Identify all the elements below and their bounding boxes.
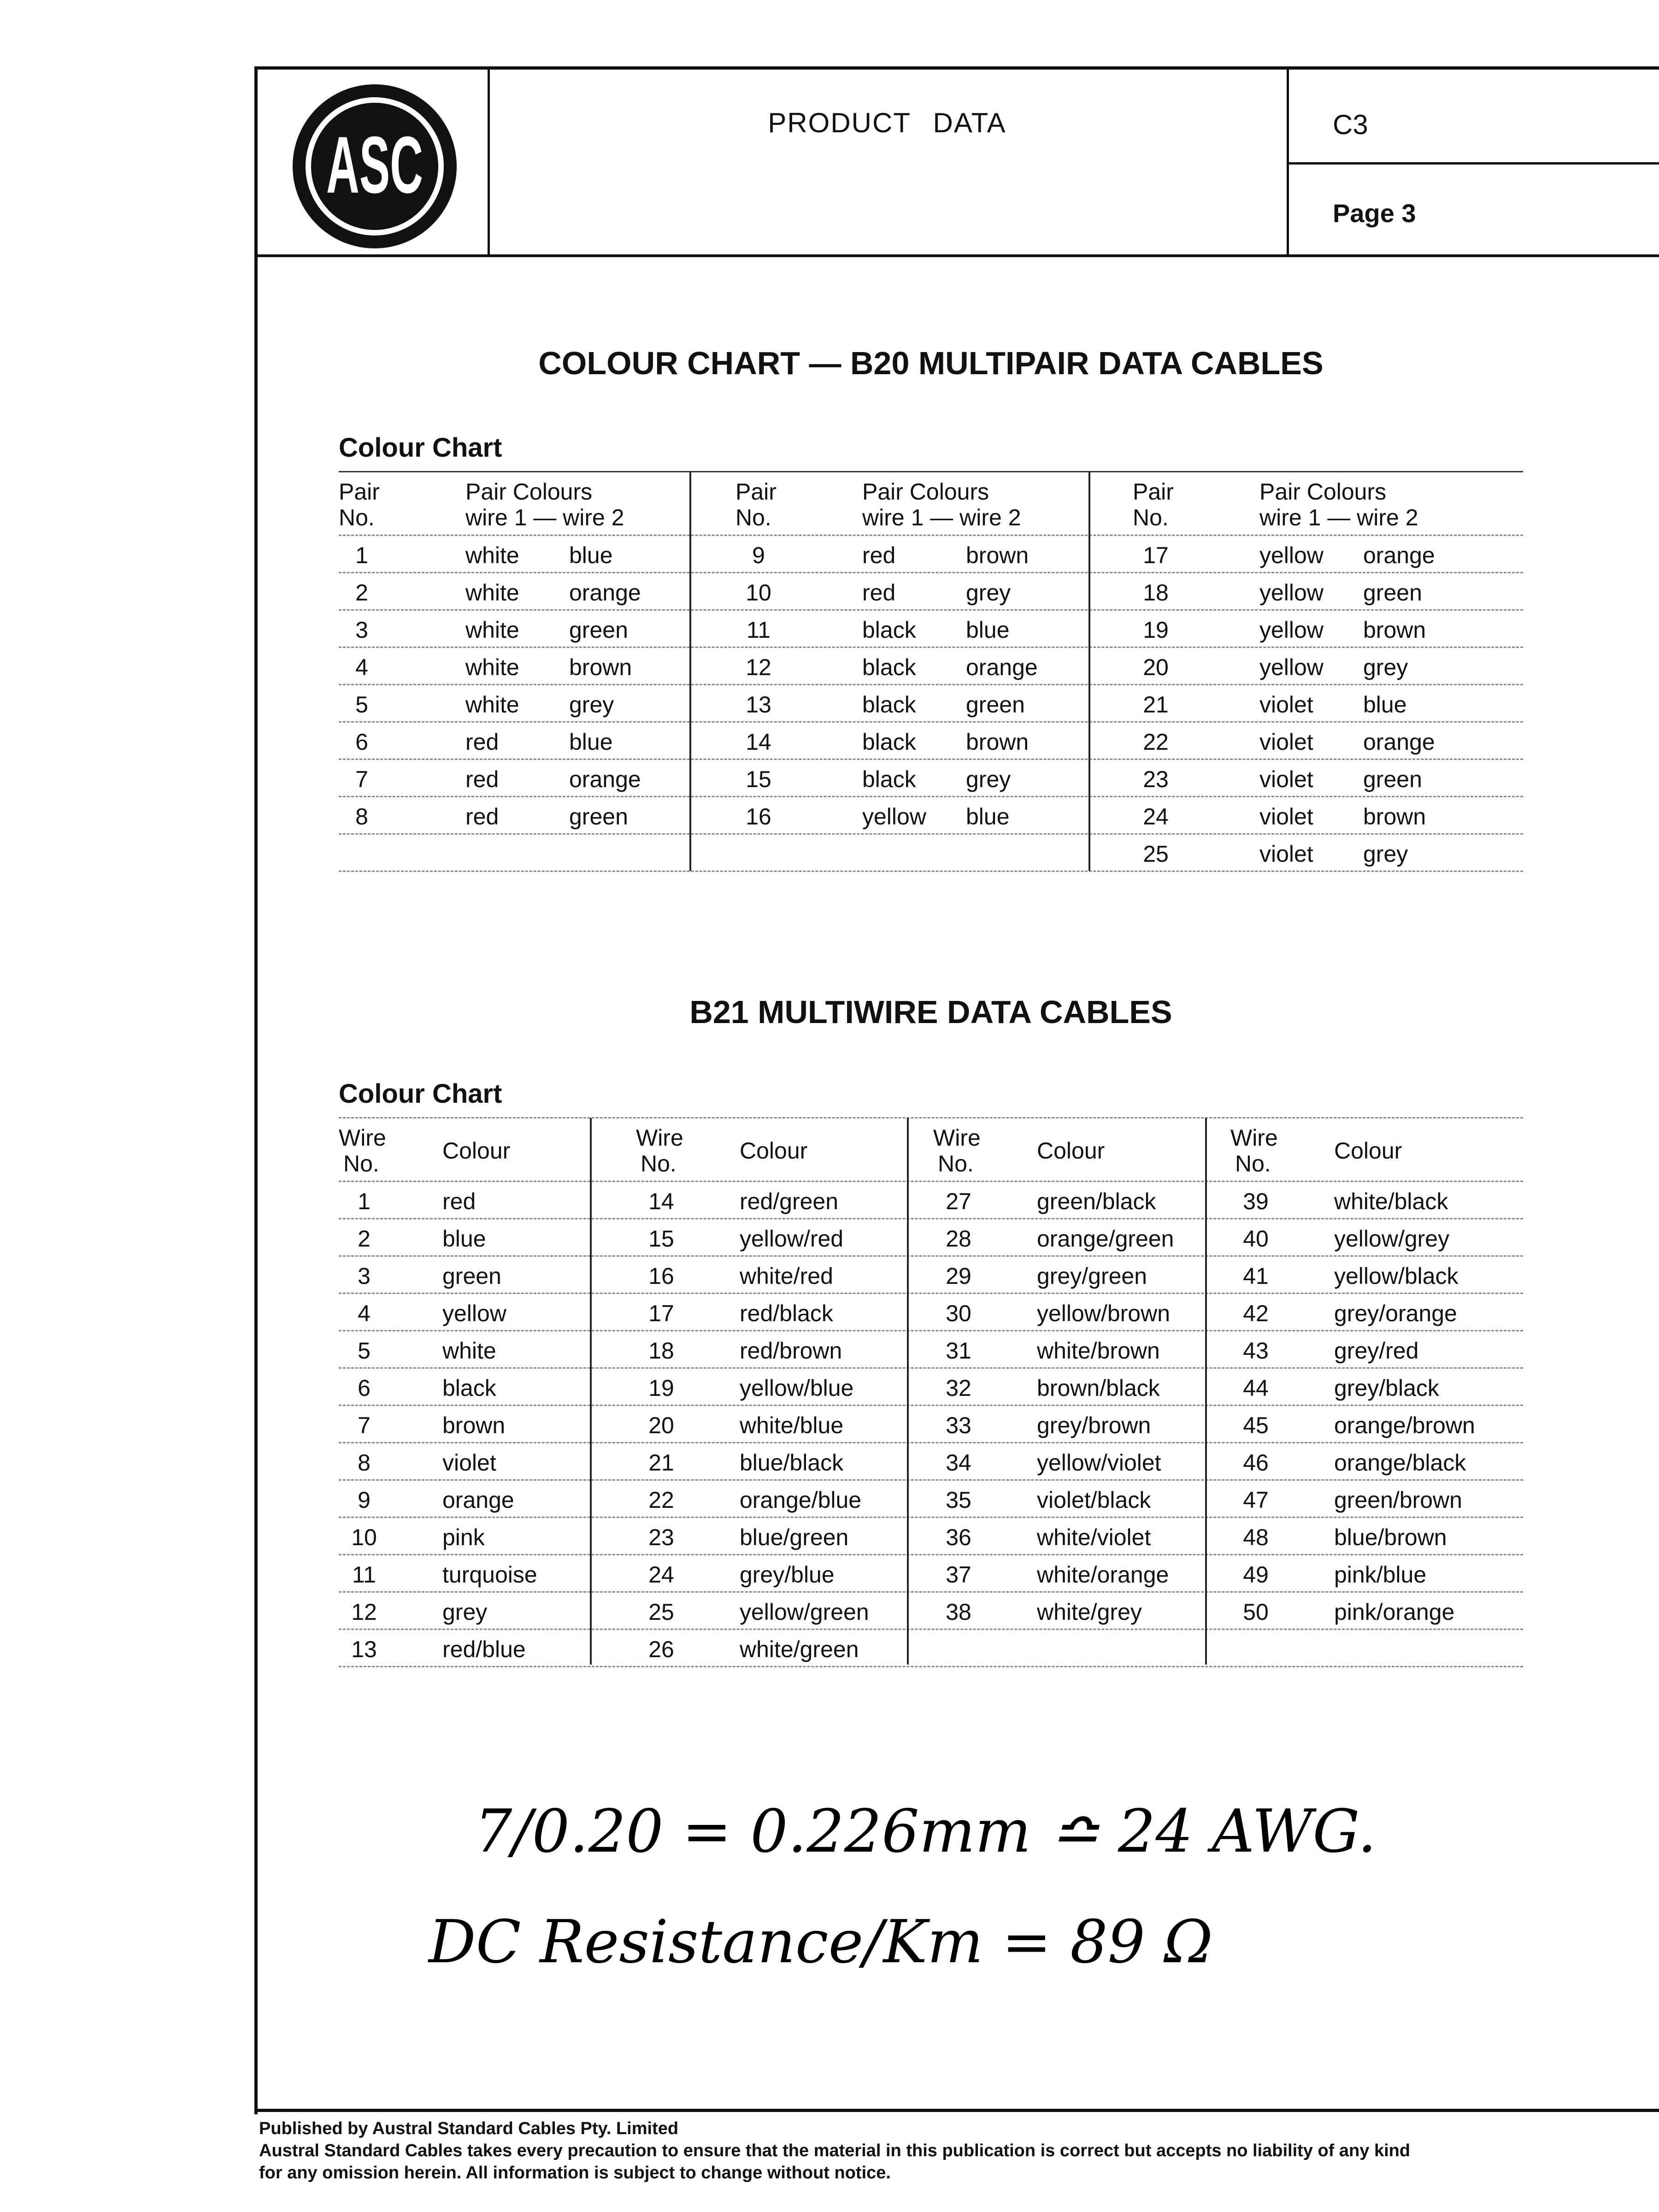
table-row-rule xyxy=(339,1367,1523,1369)
pair-number: 12 xyxy=(746,654,771,680)
wire-colour: yellow/red xyxy=(740,1226,844,1252)
wire-no-header: Wire xyxy=(339,1125,386,1151)
pair-number: 18 xyxy=(1143,580,1169,606)
section1-subtitle: Colour Chart xyxy=(339,433,502,463)
table-row-rule xyxy=(339,684,1523,685)
pair-number: 11 xyxy=(747,617,771,643)
table-column-divider xyxy=(689,472,691,871)
colour-header: Colour xyxy=(740,1138,808,1164)
wire-colour: blue/black xyxy=(740,1450,844,1476)
table-column-divider xyxy=(1205,1118,1207,1665)
pair-colour-wire1: violet xyxy=(1259,766,1313,792)
wire-no-header: No. xyxy=(343,1151,379,1177)
wire-colour: green xyxy=(442,1263,501,1289)
wire-number: 30 xyxy=(946,1300,971,1326)
pair-number: 22 xyxy=(1143,729,1169,755)
wire-number: 35 xyxy=(946,1487,971,1513)
pair-number: 3 xyxy=(355,617,368,643)
table-row-rule xyxy=(339,1591,1523,1593)
pair-colour-wire2: orange xyxy=(1363,729,1435,755)
wire-number: 11 xyxy=(352,1562,376,1588)
table-row-rule xyxy=(339,1517,1523,1518)
wire-number: 12 xyxy=(351,1599,377,1625)
wire-number: 36 xyxy=(946,1524,971,1550)
wire-colour: pink xyxy=(442,1524,485,1550)
pair-colour-wire1: violet xyxy=(1259,841,1313,867)
logo-text: ASC xyxy=(326,120,423,210)
wire-number: 31 xyxy=(946,1338,971,1364)
pair-colour-wire1: violet xyxy=(1259,804,1313,830)
pair-colour-wire1: white xyxy=(465,580,519,606)
wire-colour: black xyxy=(442,1375,496,1401)
pair-number: 14 xyxy=(746,729,771,755)
wire-number: 16 xyxy=(648,1263,674,1289)
pair-colour-wire1: red xyxy=(862,542,896,568)
table-row-rule xyxy=(339,1405,1523,1406)
pair-colour-wire2: brown xyxy=(569,654,632,680)
colour-header: Colour xyxy=(1334,1138,1402,1164)
table-column-divider xyxy=(907,1118,909,1665)
wire-number: 29 xyxy=(946,1263,971,1289)
page-number: Page 3 xyxy=(1333,199,1416,228)
wire-number: 32 xyxy=(946,1375,971,1401)
wire-colour: white/green xyxy=(740,1636,859,1662)
pair-number: 23 xyxy=(1143,766,1169,792)
wire-number: 50 xyxy=(1243,1599,1269,1625)
wire-number: 39 xyxy=(1243,1188,1269,1214)
pair-colour-wire1: black xyxy=(862,729,916,755)
wire-colour: white/black xyxy=(1334,1188,1448,1214)
pair-colour-wire2: brown xyxy=(966,542,1029,568)
wire-number: 9 xyxy=(358,1487,371,1513)
wire-number: 22 xyxy=(648,1487,674,1513)
pair-colour-wire2: brown xyxy=(1363,617,1426,643)
wire-colour: red/black xyxy=(740,1300,833,1326)
pair-number: 4 xyxy=(355,654,368,680)
pair-colour-wire2: green xyxy=(966,692,1025,718)
table-row-rule xyxy=(339,609,1523,611)
pair-colour-wire1: black xyxy=(862,692,916,718)
wire-colour: grey/red xyxy=(1334,1338,1419,1364)
pair-number: 6 xyxy=(355,729,368,755)
header-bottom-rule xyxy=(254,254,1659,257)
table-top-rule xyxy=(339,1117,1523,1118)
handwritten-note-resistance: DC Resistance/Km = 89 Ω xyxy=(429,1908,1213,1977)
wire-number: 46 xyxy=(1243,1450,1269,1476)
wire-number: 8 xyxy=(358,1450,371,1476)
frame-bottom-rule xyxy=(254,2109,1659,2112)
wire-colour: grey/green xyxy=(1037,1263,1147,1289)
pair-colour-wire1: red xyxy=(465,729,499,755)
wire-number: 26 xyxy=(648,1636,674,1662)
wire-colour: turquoise xyxy=(442,1562,537,1588)
wire-no-header: No. xyxy=(641,1151,677,1177)
pair-colour-wire2: blue xyxy=(1363,692,1407,718)
pair-colour-wire2: grey xyxy=(966,766,1011,792)
table-row-rule xyxy=(339,1255,1523,1257)
wire-no-header: Wire xyxy=(636,1125,683,1151)
wire-colour: yellow xyxy=(442,1300,506,1326)
pair-colour-wire2: green xyxy=(569,804,628,830)
wire-colour: white/orange xyxy=(1037,1562,1169,1588)
table-row-rule xyxy=(339,1330,1523,1331)
pair-colour-wire1: white xyxy=(465,692,519,718)
wire-number: 15 xyxy=(648,1226,674,1252)
wire-number: 3 xyxy=(358,1263,371,1289)
table-row-rule xyxy=(339,1629,1523,1630)
pair-colours-header: wire 1 — wire 2 xyxy=(1259,505,1418,530)
wire-number: 14 xyxy=(648,1188,674,1214)
wire-colour: orange/blue xyxy=(740,1487,862,1513)
pair-number: 25 xyxy=(1143,841,1169,867)
wire-colour: orange/green xyxy=(1037,1226,1174,1252)
footer-publisher: Published by Austral Standard Cables Pty. Limited xyxy=(259,2119,679,2138)
table-row-rule xyxy=(339,1554,1523,1555)
pair-colour-wire2: blue xyxy=(966,617,1010,643)
pair-no-header: No. xyxy=(339,505,375,530)
table-row-rule xyxy=(339,871,1523,872)
pair-no-header: Pair xyxy=(1133,479,1174,505)
pair-colour-wire1: yellow xyxy=(1259,542,1324,568)
colour-header: Colour xyxy=(1037,1138,1105,1164)
wire-colour: orange/brown xyxy=(1334,1412,1475,1438)
table-row-rule xyxy=(339,647,1523,648)
wire-number: 28 xyxy=(946,1226,971,1252)
table-header-rule xyxy=(339,1181,1523,1182)
pair-number: 2 xyxy=(355,580,368,606)
wire-number: 48 xyxy=(1243,1524,1269,1550)
wire-colour: violet/black xyxy=(1037,1487,1151,1513)
wire-colour: grey/brown xyxy=(1037,1412,1151,1438)
pair-colour-wire2: grey xyxy=(1363,654,1408,680)
wire-number: 19 xyxy=(648,1375,674,1401)
pair-number: 24 xyxy=(1143,804,1169,830)
wire-colour: red xyxy=(442,1188,476,1214)
pair-number: 17 xyxy=(1143,542,1169,568)
wire-number: 24 xyxy=(648,1562,674,1588)
wire-number: 17 xyxy=(648,1300,674,1326)
wire-number: 21 xyxy=(648,1450,674,1476)
wire-colour: grey xyxy=(442,1599,488,1625)
wire-number: 43 xyxy=(1243,1338,1269,1364)
header-divider-code-page xyxy=(1287,162,1659,165)
pair-no-header: No. xyxy=(735,505,771,530)
wire-colour: blue xyxy=(442,1226,486,1252)
wire-colour: green/black xyxy=(1037,1188,1156,1214)
pair-colour-wire1: violet xyxy=(1259,692,1313,718)
section2-subtitle: Colour Chart xyxy=(339,1079,502,1109)
wire-colour: yellow/violet xyxy=(1037,1450,1161,1476)
wire-number: 5 xyxy=(358,1338,371,1364)
wire-number: 23 xyxy=(648,1524,674,1550)
header-title: PRODUCT DATA xyxy=(768,107,1006,138)
pair-colour-wire1: yellow xyxy=(1259,654,1324,680)
header-divider-logo xyxy=(488,68,490,256)
table-row-rule xyxy=(339,833,1523,835)
wire-number: 18 xyxy=(648,1338,674,1364)
wire-number: 45 xyxy=(1243,1412,1269,1438)
table-row-rule xyxy=(339,1666,1523,1667)
footer-disclaimer-2: for any omission herein. All information is subject to change without notice. xyxy=(259,2163,891,2183)
pair-no-header: Pair xyxy=(339,479,380,505)
wire-colour: violet xyxy=(442,1450,496,1476)
wire-colour: white/brown xyxy=(1037,1338,1160,1364)
wire-colour: white/red xyxy=(740,1263,833,1289)
wire-number: 44 xyxy=(1243,1375,1269,1401)
pair-number: 16 xyxy=(746,804,771,830)
pair-colour-wire2: orange xyxy=(1363,542,1435,568)
pair-number: 7 xyxy=(355,766,368,792)
wire-colour: brown xyxy=(442,1412,506,1438)
wire-number: 49 xyxy=(1243,1562,1269,1588)
pair-colour-wire2: orange xyxy=(966,654,1038,680)
table-column-divider xyxy=(590,1118,592,1665)
pair-colours-header: wire 1 — wire 2 xyxy=(465,505,624,530)
table-row-rule xyxy=(339,1218,1523,1219)
wire-colour: green/brown xyxy=(1334,1487,1462,1513)
wire-number: 13 xyxy=(351,1636,377,1662)
wire-colour: blue/brown xyxy=(1334,1524,1447,1550)
wire-colour: yellow/brown xyxy=(1037,1300,1171,1326)
wire-number: 20 xyxy=(648,1412,674,1438)
table-top-rule xyxy=(339,471,1523,472)
wire-no-header: No. xyxy=(938,1151,974,1177)
section2-title: B21 MULTIWIRE DATA CABLES xyxy=(689,994,1172,1030)
colour-header: Colour xyxy=(442,1138,511,1164)
pair-colour-wire1: black xyxy=(862,654,916,680)
pair-colour-wire1: red xyxy=(465,766,499,792)
wire-number: 41 xyxy=(1243,1263,1269,1289)
pair-number: 20 xyxy=(1143,654,1169,680)
wire-colour: yellow/blue xyxy=(740,1375,854,1401)
pair-colour-wire2: grey xyxy=(966,580,1011,606)
wire-number: 38 xyxy=(946,1599,971,1625)
wire-colour: grey/black xyxy=(1334,1375,1439,1401)
pair-colour-wire1: black xyxy=(862,766,916,792)
wire-colour: white/violet xyxy=(1037,1524,1151,1550)
pair-colour-wire2: green xyxy=(1363,580,1422,606)
wire-number: 27 xyxy=(946,1188,971,1214)
pair-colour-wire1: violet xyxy=(1259,729,1313,755)
pair-colour-wire2: grey xyxy=(569,692,614,718)
wire-colour: orange xyxy=(442,1487,514,1513)
wire-colour: yellow/green xyxy=(740,1599,869,1625)
pair-colour-wire2: blue xyxy=(966,804,1010,830)
wire-colour: red/green xyxy=(740,1188,839,1214)
section1-title: COLOUR CHART — B20 MULTIPAIR DATA CABLES xyxy=(538,345,1324,381)
table-row-rule xyxy=(339,535,1523,536)
wire-number: 33 xyxy=(946,1412,971,1438)
pair-number: 5 xyxy=(355,692,368,718)
wire-colour: yellow/grey xyxy=(1334,1226,1450,1252)
pair-no-header: No. xyxy=(1133,505,1169,530)
pair-number: 19 xyxy=(1143,617,1169,643)
pair-colour-wire1: white xyxy=(465,654,519,680)
wire-colour: blue/green xyxy=(740,1524,849,1550)
pair-colour-wire1: black xyxy=(862,617,916,643)
frame-left-rule xyxy=(254,68,258,2114)
asc-logo-icon xyxy=(289,81,460,252)
wire-number: 7 xyxy=(358,1412,371,1438)
pair-colour-wire1: white xyxy=(465,617,519,643)
wire-no-header: Wire xyxy=(1230,1125,1278,1151)
wire-colour: red/blue xyxy=(442,1636,526,1662)
pair-colour-wire2: green xyxy=(1363,766,1422,792)
pair-colour-wire2: brown xyxy=(966,729,1029,755)
wire-number: 47 xyxy=(1243,1487,1269,1513)
pair-colour-wire2: brown xyxy=(1363,804,1426,830)
wire-colour: red/brown xyxy=(740,1338,842,1364)
pair-colour-wire2: grey xyxy=(1363,841,1408,867)
pair-colour-wire1: red xyxy=(862,580,896,606)
pair-colour-wire1: yellow xyxy=(1259,580,1324,606)
table-row-rule xyxy=(339,721,1523,723)
wire-number: 2 xyxy=(358,1226,371,1252)
wire-colour: pink/blue xyxy=(1334,1562,1427,1588)
wire-no-header: No. xyxy=(1235,1151,1271,1177)
wire-number: 1 xyxy=(358,1188,371,1214)
pair-number: 9 xyxy=(752,542,765,568)
document-code: C3 xyxy=(1333,109,1368,140)
table-row-rule xyxy=(339,572,1523,573)
wire-number: 6 xyxy=(358,1375,371,1401)
pair-colours-header: Pair Colours xyxy=(465,479,593,505)
wire-colour: white/blue xyxy=(740,1412,844,1438)
wire-number: 40 xyxy=(1243,1226,1269,1252)
pair-colour-wire2: orange xyxy=(569,766,641,792)
table-row-rule xyxy=(339,796,1523,797)
pair-colour-wire1: yellow xyxy=(1259,617,1324,643)
wire-colour: grey/orange xyxy=(1334,1300,1457,1326)
wire-colour: pink/orange xyxy=(1334,1599,1455,1625)
wire-number: 37 xyxy=(946,1562,971,1588)
pair-colour-wire2: blue xyxy=(569,729,613,755)
table-row-rule xyxy=(339,1293,1523,1294)
wire-number: 4 xyxy=(358,1300,371,1326)
pair-colour-wire2: blue xyxy=(569,542,613,568)
pair-no-header: Pair xyxy=(735,479,777,505)
wire-no-header: Wire xyxy=(933,1125,981,1151)
wire-number: 42 xyxy=(1243,1300,1269,1326)
pair-number: 21 xyxy=(1143,692,1169,718)
handwritten-note-conductor: 7/0.20 = 0.226mm ≏ 24 AWG. xyxy=(475,1797,1377,1866)
footer-disclaimer-1: Austral Standard Cables takes every precaution to ensure that the material in this publication is correct but accepts no liability of any kind xyxy=(259,2141,1411,2160)
wire-colour: orange/black xyxy=(1334,1450,1466,1476)
frame-top-rule xyxy=(254,66,1659,70)
pair-colour-wire2: orange xyxy=(569,580,641,606)
wire-colour: white/grey xyxy=(1037,1599,1142,1625)
pair-colour-wire1: yellow xyxy=(862,804,926,830)
table-column-divider xyxy=(1088,472,1090,871)
pair-number: 10 xyxy=(746,580,771,606)
wire-colour: yellow/black xyxy=(1334,1263,1459,1289)
pair-number: 1 xyxy=(355,542,368,568)
wire-number: 10 xyxy=(351,1524,377,1550)
pair-number: 13 xyxy=(746,692,771,718)
pair-colours-header: Pair Colours xyxy=(1259,479,1387,505)
wire-colour: grey/blue xyxy=(740,1562,835,1588)
table-row-rule xyxy=(339,759,1523,760)
pair-colours-header: Pair Colours xyxy=(862,479,989,505)
pair-colour-wire2: green xyxy=(569,617,628,643)
table-row-rule xyxy=(339,1442,1523,1443)
wire-number: 25 xyxy=(648,1599,674,1625)
wire-number: 34 xyxy=(946,1450,971,1476)
pair-colour-wire1: white xyxy=(465,542,519,568)
pair-number: 15 xyxy=(746,766,771,792)
wire-colour: white xyxy=(442,1338,496,1364)
pair-colour-wire1: red xyxy=(465,804,499,830)
wire-colour: brown/black xyxy=(1037,1375,1160,1401)
pair-number: 8 xyxy=(355,804,368,830)
table-row-rule xyxy=(339,1479,1523,1481)
pair-colours-header: wire 1 — wire 2 xyxy=(862,505,1021,530)
